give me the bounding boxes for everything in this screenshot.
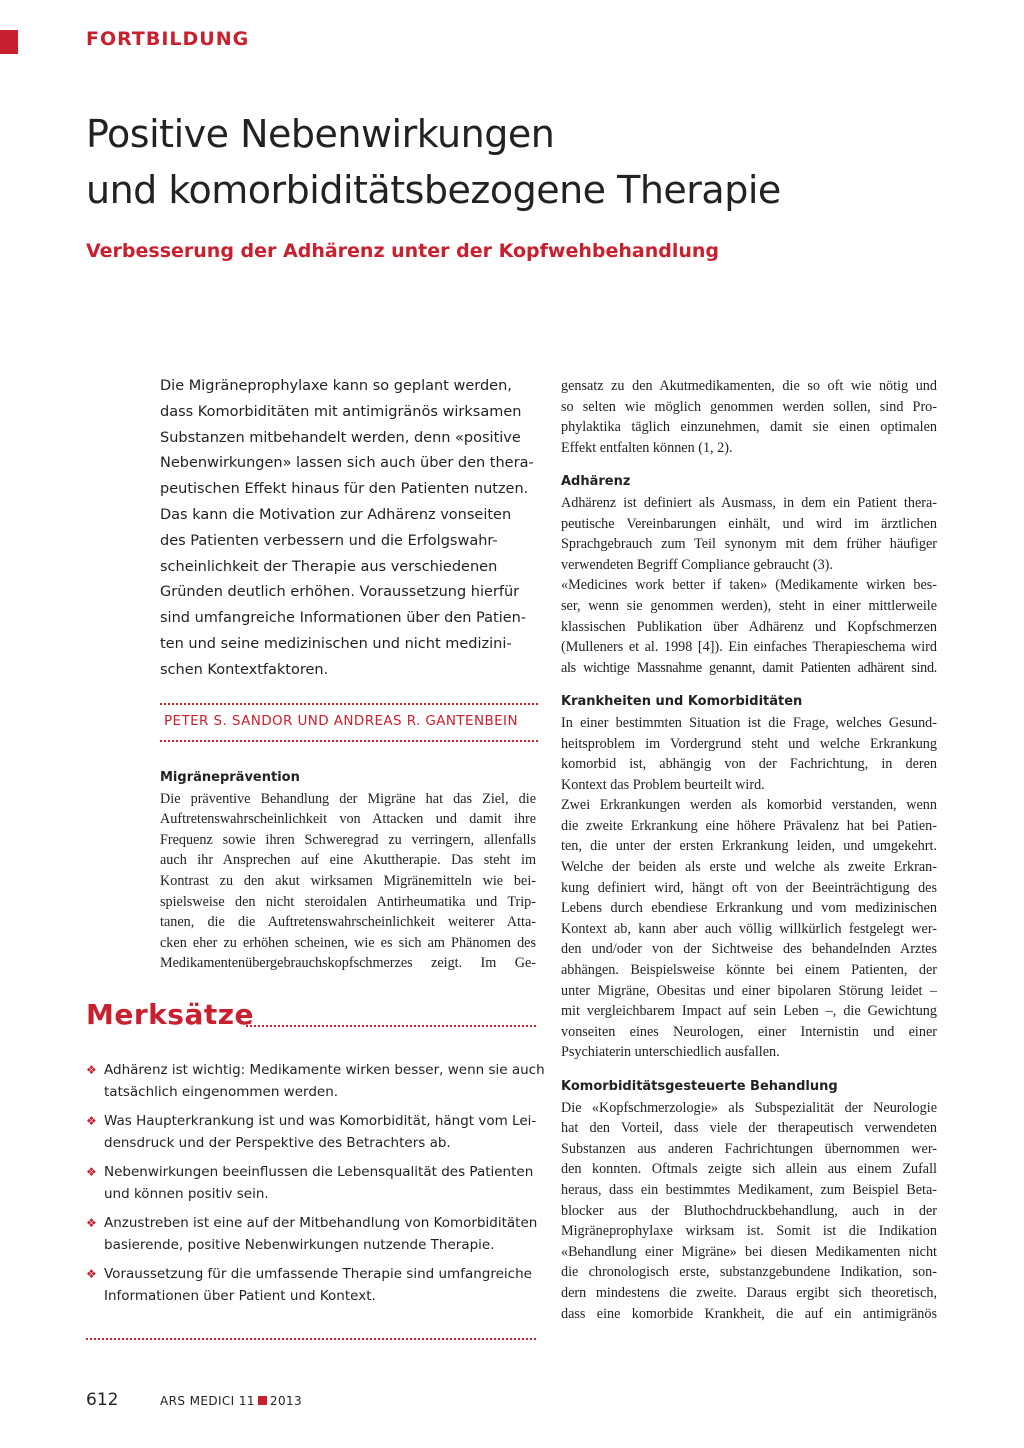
text-line: hat den Vorteil, dass viele der therapeutisch verwendeten bbox=[561, 1120, 937, 1137]
lead-line: schen Kontextfaktoren. bbox=[160, 661, 329, 678]
text-line: (Mulleners et al. 1998 [4]). Ein einfaches Therapieschema wird bbox=[561, 639, 937, 656]
lead-line: Die Migräneprophylaxe kann so geplant werden, bbox=[160, 378, 512, 394]
diamond-bullet-icon: ❖ bbox=[86, 1216, 97, 1230]
key-point-line: Nebenwirkungen beeinflussen die Lebensqualität des Patienten bbox=[104, 1164, 534, 1180]
text-line: heitsproblem im Vordergrund steht und welche Erkrankung bbox=[561, 735, 937, 752]
section-heading: Migräneprävention bbox=[160, 770, 300, 785]
lead-line: dass Komorbiditäten mit antimigränös wirksamen bbox=[160, 403, 522, 420]
key-points-title: Merksätze bbox=[86, 998, 255, 1031]
lead-line: sind umfangreiche Informationen über den Patien- bbox=[160, 610, 527, 627]
lead-line: Gründen deutlich erhöhen. Voraussetzung hierfür bbox=[160, 584, 520, 601]
body-paragraph bbox=[561, 493, 937, 678]
text-line: Welche der beiden als erste und welche als zweite Erkran- bbox=[561, 859, 937, 876]
text-line: Frequenz sowie ihren Schweregrad zu verringern, allenfalls bbox=[160, 831, 536, 848]
body-paragraph bbox=[561, 713, 937, 1063]
page-number: 612 bbox=[86, 1390, 119, 1410]
diamond-bullet-icon: ❖ bbox=[86, 1063, 97, 1077]
key-point-line: Voraussetzung für die umfassende Therapie sind umfangreiche bbox=[104, 1266, 532, 1282]
body-paragraph bbox=[561, 1098, 937, 1325]
key-point-line: Adhärenz ist wichtig: Medikamente wirken besser, wenn sie auch bbox=[104, 1062, 545, 1078]
text-line: dass eine komorbide Krankheit, die auf ein antimigränös bbox=[561, 1305, 937, 1322]
key-point-line: und können positiv sein. bbox=[104, 1185, 269, 1202]
lead-line: scheinlichkeit der Therapie aus verschiedenen bbox=[160, 558, 498, 575]
text-line: ser, wenn sie genommen werden), steht in einer mittlerweile bbox=[561, 597, 937, 614]
text-line: Auftretenswahrscheinlichkeit von Attacken und damit ihre bbox=[160, 811, 536, 828]
divider-dotted bbox=[160, 703, 538, 705]
key-point bbox=[86, 1060, 545, 1103]
text-line: Die «Kopfschmerzologie» als Subspezialität der Neurologie bbox=[561, 1099, 937, 1116]
journal-name: ARS MEDICI 11 bbox=[160, 1394, 255, 1408]
text-line: spielsweise den nicht steroidalen Antirheumatika und Trip- bbox=[160, 893, 536, 910]
text-line: unter Migräne, Obesitas und einer bipolaren Störung leidet – bbox=[561, 982, 937, 999]
square-separator-icon bbox=[258, 1396, 267, 1405]
lead-line: Das kann die Motivation zur Adhärenz vonseiten bbox=[160, 506, 512, 523]
text-line: abhängen. Beispielsweise könnte bei einem Patienten, der bbox=[561, 962, 937, 979]
diamond-bullet-icon: ❖ bbox=[86, 1267, 97, 1281]
text-line: «Medicines work better if taken» (Medikamente wirken bes- bbox=[561, 577, 937, 594]
text-line: als wichtige Massnahme genannt, damit Patienten adhärent sind. bbox=[561, 659, 937, 676]
lead-line: Nebenwirkungen» lassen sich auch über den thera- bbox=[160, 455, 534, 472]
lead-line: ten und seine medizinischen und nicht medizini- bbox=[160, 635, 512, 652]
text-line: blocker aus der Bluthochdruckbehandlung, auch in der bbox=[561, 1202, 937, 1219]
text-line: In einer bestimmten Situation ist die Frage, welches Gesund- bbox=[561, 714, 937, 731]
text-line: dern mindestens die zweite. Daraus ergibt sich theoretisch, bbox=[561, 1284, 937, 1301]
text-line: so selten wie möglich genommen werden sollen, sind Pro- bbox=[561, 398, 937, 415]
key-points-list bbox=[86, 1060, 545, 1315]
section-heading: Adhärenz bbox=[561, 474, 631, 490]
text-line: ten, die unter der ersten Erkrankung leiden, und umgekehrt. bbox=[561, 838, 937, 855]
article-title bbox=[86, 106, 986, 218]
text-line: Effekt entfalten können (1, 2). bbox=[561, 439, 733, 456]
section-heading: Komorbiditätsgesteuerte Behandlung bbox=[561, 1079, 838, 1094]
key-point-line: densdruck und der Perspektive des Betrachters ab. bbox=[104, 1134, 451, 1151]
divider-dotted bbox=[86, 1338, 536, 1340]
lead-line: des Patienten verbessern und die Erfolgswahr- bbox=[160, 532, 498, 549]
text-line: Medikamentenübergebrauchskopfschmerzes zeigt. Im Ge- bbox=[160, 955, 536, 972]
key-point bbox=[86, 1264, 536, 1307]
article-subtitle: Verbesserung der Adhärenz unter der Kopfwehbehandlung bbox=[86, 240, 720, 262]
key-point bbox=[86, 1162, 536, 1205]
text-line: peutische Vereinbarungen einhält, und wird im ärztlichen bbox=[561, 515, 937, 532]
text-line: Adhärenz ist definiert als Ausmass, in dem ein Patient thera- bbox=[561, 494, 937, 511]
text-line: Psychiaterin unterschiedlich ausfallen. bbox=[561, 1044, 780, 1061]
text-line: Kontext ab, kann aber auch völlig willkürlich festgelegt wer- bbox=[561, 920, 937, 937]
text-line: Die präventive Behandlung der Migräne hat das Ziel, die bbox=[160, 790, 536, 807]
key-point-line: Informationen über Patient und Kontext. bbox=[104, 1287, 376, 1304]
author-byline: PETER S. SANDOR UND ANDREAS R. GANTENBEIN bbox=[164, 713, 518, 729]
text-line: verwendeten Begriff Compliance gebraucht (3). bbox=[561, 556, 833, 573]
text-line: heraus, dass ein bestimmtes Medikament, zum Beispiel Beta- bbox=[561, 1181, 937, 1198]
key-point-line: basierende, positive Nebenwirkungen nutzende Therapie. bbox=[104, 1236, 495, 1253]
divider-dotted bbox=[246, 1025, 536, 1027]
text-line: «Behandlung einer Migräne» bei diesen Medikamenten nicht bbox=[561, 1243, 937, 1260]
key-point bbox=[86, 1111, 536, 1154]
text-line: Kontrast zu den akut wirksamen Migränemitteln wie bei- bbox=[160, 872, 536, 889]
text-line: Sprachgebrauch zum Teil synonym mit dem früher häufiger bbox=[561, 536, 937, 553]
title-line: Positive Nebenwirkungen bbox=[86, 112, 555, 156]
text-line: den konnten. Oftmals zeigte sich allein aus einem Zufall bbox=[561, 1161, 937, 1178]
right-text-column bbox=[561, 376, 937, 1324]
key-point-line: tatsächlich eingenommen werden. bbox=[104, 1083, 339, 1100]
text-line: Substanzen aus anderen Fachrichtungen übernommen wer- bbox=[561, 1140, 937, 1157]
key-point-line: Anzustreben ist eine auf der Mitbehandlung von Komorbiditäten bbox=[104, 1215, 538, 1231]
journal-year: 2013 bbox=[269, 1394, 303, 1408]
section-color-marker bbox=[0, 30, 18, 54]
text-line: Zwei Erkrankungen werden als komorbid verstanden, wenn bbox=[561, 797, 937, 814]
text-line: klassischen Publikation über Adhärenz und Kopfschmerzen bbox=[561, 618, 937, 635]
text-line: tanen, die die Auftretenswahrscheinlichkeit weiterer Atta- bbox=[160, 914, 536, 931]
text-line: Migräneprophylaxe wirksam ist. Somit ist die Indikation bbox=[561, 1223, 937, 1240]
lead-line: Substanzen mitbehandelt werden, denn «positive bbox=[160, 429, 521, 446]
lead-paragraph bbox=[160, 374, 540, 684]
text-line: den und/oder von der Sichtweise des behandelnden Arztes bbox=[561, 941, 937, 958]
text-line: mit vergleichbarem Impact auf sein Leben –, die Gewichtung bbox=[561, 1003, 937, 1020]
lead-line: peutischen Effekt hinaus für den Patienten nutzen. bbox=[160, 481, 529, 498]
section-label: FORTBILDUNG bbox=[86, 28, 250, 50]
title-line: und komorbiditätsbezogene Therapie bbox=[86, 168, 781, 212]
section-heading: Krankheiten und Komorbiditäten bbox=[561, 694, 803, 710]
text-line: kung definiert wird, hängt oft von der Beeinträchtigung des bbox=[561, 879, 937, 896]
text-line: die zweite Erkrankung eine höhere Prävalenz hat bei Patien- bbox=[561, 817, 937, 834]
body-paragraph bbox=[561, 376, 937, 458]
body-paragraph bbox=[160, 789, 536, 974]
diamond-bullet-icon: ❖ bbox=[86, 1165, 97, 1179]
text-line: die chronologisch erste, substanzgebundene Indikation, son- bbox=[561, 1264, 937, 1281]
text-line: auch ihr Ansprechen auf eine Akuttherapie. Das steht im bbox=[160, 852, 536, 869]
diamond-bullet-icon: ❖ bbox=[86, 1114, 97, 1128]
text-line: Lebens durch ebendiese Erkrankung und vom medizinischen bbox=[561, 900, 937, 917]
journal-footer bbox=[160, 1394, 302, 1408]
key-point-line: Was Haupterkrankung ist und was Komorbidität, hängt vom Lei- bbox=[104, 1113, 537, 1129]
left-text-column bbox=[160, 768, 536, 974]
text-line: Kontext das Problem beurteilt wird. bbox=[561, 776, 765, 793]
text-line: vonseiten eines Neurologen, einer Internistin und einer bbox=[561, 1023, 937, 1040]
key-point bbox=[86, 1213, 536, 1256]
divider-dotted bbox=[160, 740, 538, 742]
text-line: cken eher zu erhöhen scheinen, wie es sich am Phänomen des bbox=[160, 934, 536, 951]
text-line: komorbid ist, abhängig von der Fachrichtung, in deren bbox=[561, 756, 937, 773]
text-line: gensatz zu den Akutmedikamenten, die so oft wie nötig und bbox=[561, 378, 937, 394]
text-line: phylaktika täglich einzunehmen, damit sie einen optimalen bbox=[561, 419, 937, 436]
